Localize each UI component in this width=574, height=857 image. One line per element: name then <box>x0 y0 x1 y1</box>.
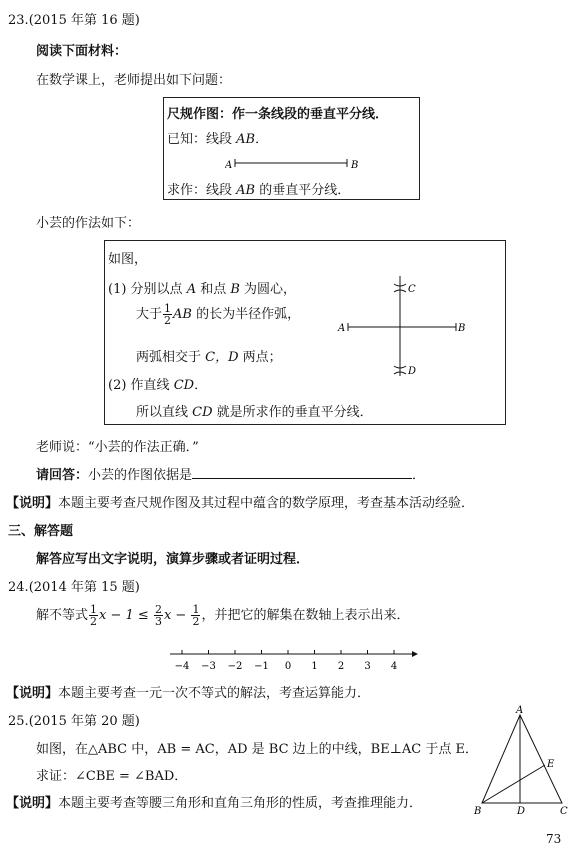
q23-intro: 在数学课上，老师提出如下问题： <box>36 73 232 88</box>
frac-den: 2 <box>164 314 172 327</box>
q25-note <box>6 792 422 811</box>
number-line-tick-label: 3 <box>364 661 371 672</box>
q24-problem <box>36 603 409 629</box>
tri-label-a: A <box>516 705 524 716</box>
frac3-num: 1 <box>192 603 200 616</box>
segment-label-a: A <box>225 160 233 171</box>
task-given <box>167 128 268 147</box>
number-line-tick-label: −2 <box>227 661 243 672</box>
q25-source: (2015 年第 20 题) <box>28 714 140 729</box>
answer-blank[interactable] <box>192 466 412 479</box>
number-line <box>168 645 418 675</box>
q25-header <box>8 710 140 729</box>
frac3-den: 2 <box>192 615 200 628</box>
tri-label-b: B <box>474 806 482 817</box>
q23-source: (2015 年第 16 题) <box>28 13 140 28</box>
number-line-arrow <box>412 651 418 657</box>
given-end: ． <box>255 132 269 147</box>
frac2-num: 2 <box>154 603 162 616</box>
fraction-half <box>163 303 172 326</box>
fig-label-a: A <box>338 323 346 334</box>
step1c-var: C，D <box>205 350 239 365</box>
number-line-tick-label: 0 <box>284 661 292 672</box>
answer-label: 请回答： <box>36 468 89 483</box>
tri-label-e: E <box>547 759 555 770</box>
step1-var-b: B <box>230 282 240 297</box>
q24-number: 24. <box>8 580 29 595</box>
find-end: 的垂直平分线． <box>255 183 351 198</box>
step2-end: ． <box>194 378 208 393</box>
q24-note-label: 【说明】 <box>6 686 59 701</box>
given-var: AB <box>236 132 256 147</box>
step1c-text: 两弧相交于 <box>136 350 206 365</box>
method-step2b <box>136 401 373 420</box>
q23-heading: 阅读下面材料： <box>36 44 128 59</box>
section-title: 三、解答题 <box>8 524 74 539</box>
q25-line1: 如图，在△ABC 中，AB = AC，AD 是 BC 边上的中线，BE⊥AC 于点 E． <box>36 742 479 757</box>
method-step1 <box>108 278 296 297</box>
given-text: 已知：线段 <box>167 132 237 147</box>
task-find <box>167 179 350 198</box>
frac1-den: 2 <box>90 615 98 628</box>
q25-line2: 求证：∠CBE = ∠BAD． <box>36 769 188 784</box>
altitude-be <box>482 765 545 803</box>
q24-post: ，并把它的解集在数轴上表示出来． <box>201 608 410 623</box>
frac-num: 1 <box>164 302 172 315</box>
method-step0: 如图， <box>108 252 148 267</box>
page-number: 73 <box>546 832 562 846</box>
answer-end: ． <box>412 468 426 483</box>
segment-label-b: B <box>351 160 359 171</box>
q24-part2: x − <box>163 608 191 623</box>
q23-answer <box>36 464 425 483</box>
task-title: 尺规作图：作一条线段的垂直平分线． <box>167 107 389 122</box>
step2-text: (2) 作直线 <box>108 378 174 393</box>
fig-label-c: C <box>408 284 416 295</box>
frac2-den: 3 <box>154 615 162 628</box>
q25-note-text: 本题主要考查等腰三角形和直角三角形的性质，考查推理能力． <box>58 796 423 811</box>
q24-frac1 <box>89 604 98 627</box>
q23-header <box>8 9 140 28</box>
find-text: 求作：线段 <box>167 183 237 198</box>
q24-source: (2014 年第 15 题) <box>28 580 140 595</box>
step2-var: CD <box>173 378 195 393</box>
q24-note-text: 本题主要考查一元一次不等式的解法，考查运算能力． <box>58 686 371 701</box>
segment-ab-figure <box>225 154 365 174</box>
note-label: 【说明】 <box>6 496 59 511</box>
find-var: AB <box>236 183 256 198</box>
q24-header <box>8 576 140 595</box>
q24-frac2 <box>154 604 163 627</box>
method-step1c <box>136 346 282 365</box>
answer-text: 小芸的作图依据是 <box>88 468 193 483</box>
number-line-tick-label: 1 <box>311 661 318 672</box>
q23-note <box>6 492 474 511</box>
teacher-says: 老师说：“小芸的作法正确．” <box>36 440 199 455</box>
step2b-var: CD <box>192 405 213 420</box>
section-instruction: 解答应写出文字说明，演算步骤或者证明过程． <box>36 552 310 567</box>
tri-label-d: D <box>517 806 526 817</box>
q24-part1: x − 1 ≤ <box>99 608 153 623</box>
step1b-end: 的长为半径作弧， <box>191 307 301 322</box>
q25-note-label: 【说明】 <box>6 796 59 811</box>
step1b-text: 大于 <box>136 307 163 322</box>
q25-number: 25. <box>8 714 29 729</box>
q24-frac3 <box>191 604 200 627</box>
step1-end: 为圆心， <box>239 282 297 297</box>
fig-label-d: D <box>408 366 417 377</box>
method-step2 <box>108 374 207 393</box>
q23-number: 23. <box>8 13 29 28</box>
note-text: 本题主要考查尺规作图及其过程中蕴含的数学原理，考查基本活动经验． <box>58 496 475 511</box>
step1b-var: AB <box>173 307 192 322</box>
number-line-tick-label: −3 <box>201 661 216 672</box>
step1-text: (1) 分别以点 <box>108 282 187 297</box>
triangle-figure <box>470 705 570 817</box>
number-line-tick-label: −4 <box>174 661 190 672</box>
fig-label-b: B <box>458 323 466 334</box>
frac1-num: 1 <box>90 603 98 616</box>
number-line-tick-label: 2 <box>337 661 345 672</box>
step1c-end: 两点； <box>238 350 282 365</box>
construction-figure <box>336 272 476 384</box>
xiaoyun-intro: 小芸的作法如下： <box>36 216 141 231</box>
step2b-end: 就是所求作的垂直平分线． <box>212 405 373 420</box>
step1-mid: 和点 <box>196 282 231 297</box>
step1-var-a: A <box>186 282 197 297</box>
q24-note <box>6 682 370 701</box>
method-step1b <box>136 303 300 326</box>
number-line-tick-label: −1 <box>254 661 269 672</box>
q24-pre: 解不等式 <box>36 608 89 623</box>
number-line-tick-label: 4 <box>390 661 398 672</box>
step2b-text: 所以直线 <box>136 405 193 420</box>
tri-label-c: C <box>560 806 568 817</box>
